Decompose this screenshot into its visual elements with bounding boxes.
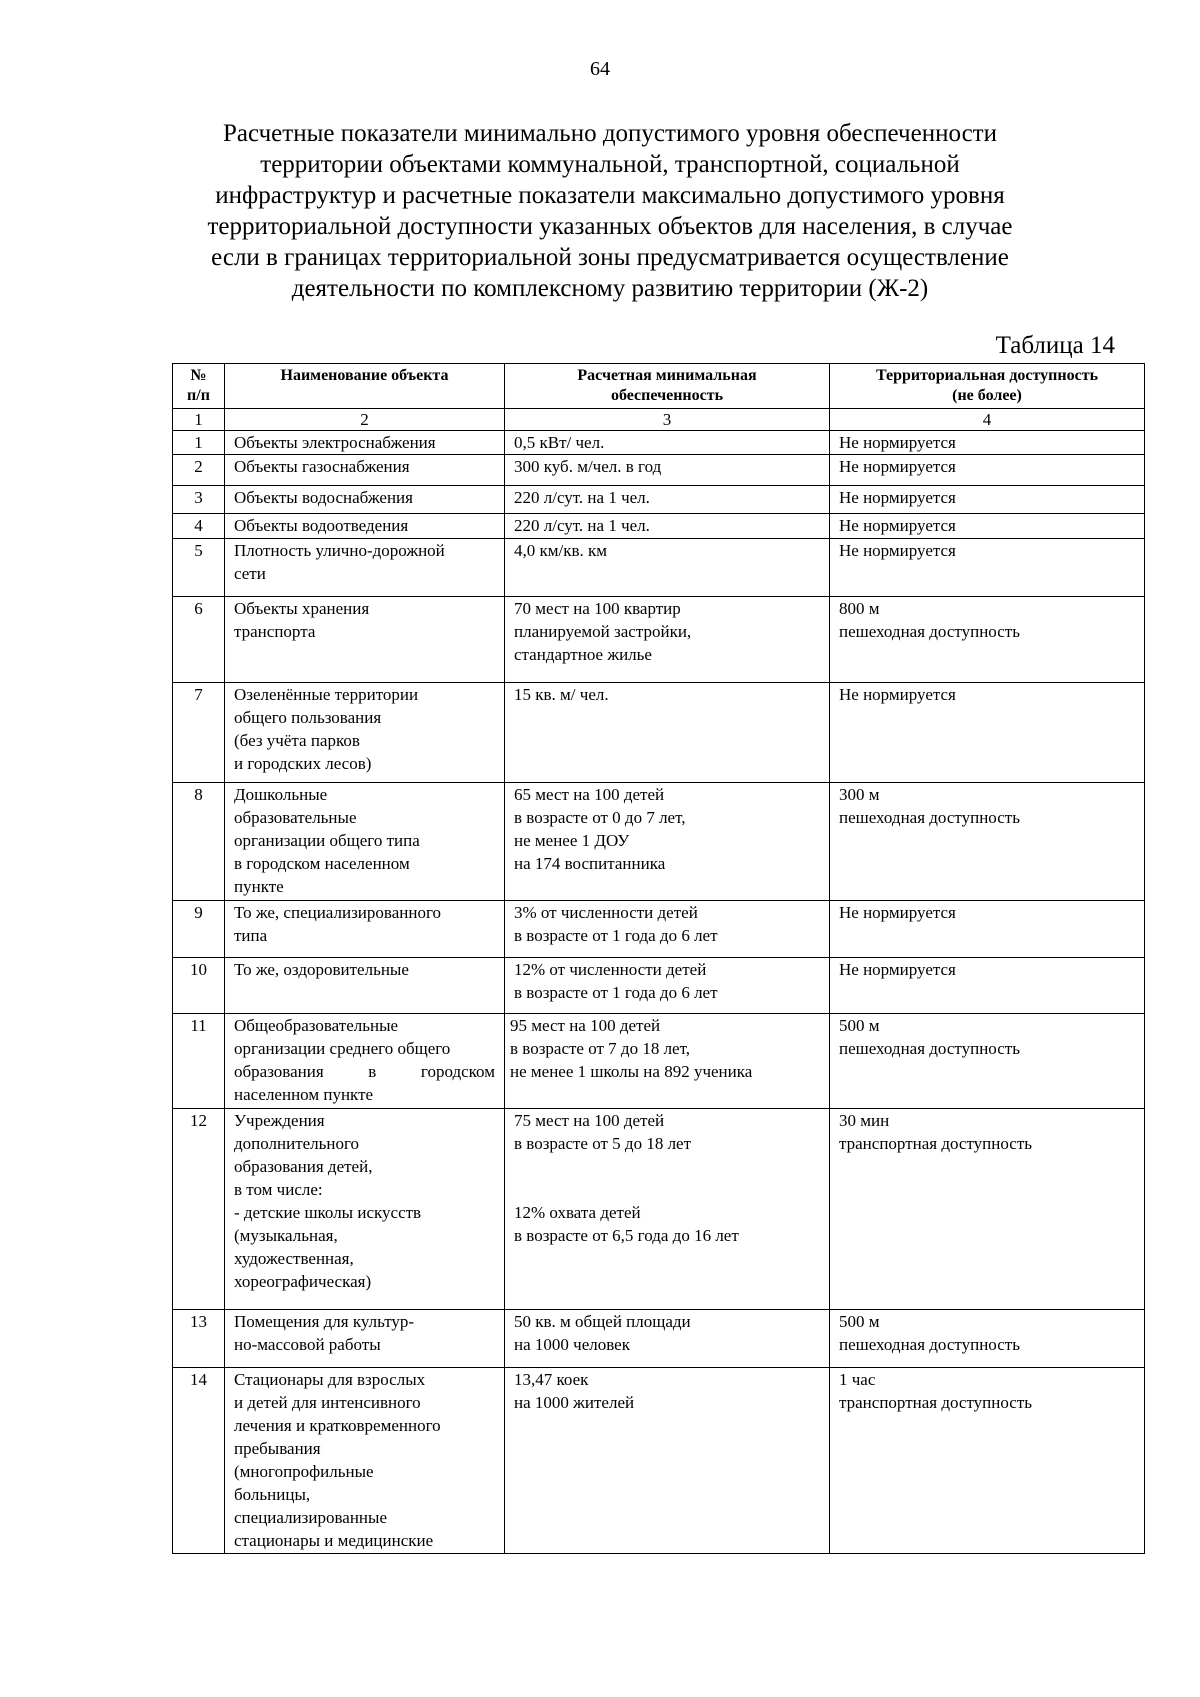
object-name	[225, 539, 505, 597]
access-value	[830, 455, 1145, 486]
name-line: специализированные	[234, 1508, 387, 1527]
title-line: территориальной доступности указанных объектов для населения, в случае	[207, 213, 1013, 240]
name-line: Объекты водоотведения	[234, 516, 409, 535]
name-line: Объекты газоснабжения	[234, 457, 410, 476]
access-line: Не нормируется	[839, 516, 956, 535]
row-number: 6	[173, 597, 225, 683]
name-line: (многопрофильные	[234, 1462, 374, 1481]
provision-line: в возрасте от 0 до 7 лет,	[514, 808, 686, 827]
name-line: стационары и медицинские	[234, 1531, 434, 1550]
title-line: инфраструктур и расчетные показатели максимально допустимого уровня	[215, 182, 1005, 209]
object-name	[225, 486, 505, 514]
access-value	[830, 958, 1145, 1014]
column-number: 1	[173, 409, 225, 431]
access-line: пешеходная доступность	[839, 622, 1020, 641]
access-line: 500 м	[839, 1016, 880, 1035]
row-number: 2	[173, 455, 225, 486]
object-name	[225, 783, 505, 901]
provision-value	[505, 597, 830, 683]
table-row	[173, 486, 1145, 514]
provision-value	[505, 539, 830, 597]
row-number: 11	[173, 1014, 225, 1109]
provision-line: 12% охвата детей	[514, 1203, 641, 1222]
object-name	[225, 514, 505, 539]
object-name	[225, 455, 505, 486]
access-line: 1 час	[839, 1370, 876, 1389]
access-value	[830, 1014, 1145, 1109]
provision-line: 50 кв. м общей площади	[514, 1312, 691, 1331]
provision-line: в возрасте от 6,5 года до 16 лет	[514, 1226, 739, 1245]
provision-value	[505, 683, 830, 783]
table-row	[173, 597, 1145, 683]
access-line: 800 м	[839, 599, 880, 618]
row-number: 7	[173, 683, 225, 783]
access-value	[830, 514, 1145, 539]
provision-value	[505, 514, 830, 539]
table-row	[173, 1014, 1145, 1109]
header-provision	[505, 364, 830, 409]
column-number: 3	[505, 409, 830, 431]
access-line: Не нормируется	[839, 488, 956, 507]
document-title	[170, 118, 1050, 304]
provision-line: 95 мест на 100 детей	[510, 1016, 661, 1035]
object-name	[225, 1310, 505, 1368]
provision-line: 4,0 км/кв. км	[514, 541, 608, 560]
access-value	[830, 901, 1145, 958]
header-name-line: Наименование объекта	[280, 367, 449, 384]
row-number: 4	[173, 514, 225, 539]
access-line: Не нормируется	[839, 457, 956, 476]
table-row	[173, 1368, 1145, 1554]
page-number: 64	[590, 58, 610, 80]
access-value	[830, 597, 1145, 683]
name-line: дополнительного	[234, 1134, 360, 1153]
title-line: Расчетные показатели минимально допустимого уровня обеспеченности	[223, 120, 997, 147]
object-name	[225, 901, 505, 958]
name-line: хореографическая)	[234, 1272, 372, 1291]
name-line: транспорта	[234, 622, 316, 641]
column-number: 4	[830, 409, 1145, 431]
name-line: организации общего типа	[234, 831, 420, 850]
row-number: 8	[173, 783, 225, 901]
provision-line: 15 кв. м/ чел.	[514, 685, 609, 704]
name-line: художественная,	[234, 1249, 354, 1268]
provision-value	[505, 901, 830, 958]
name-line: сети	[234, 564, 266, 583]
access-line: пешеходная доступность	[839, 808, 1020, 827]
object-name	[225, 683, 505, 783]
provision-line: 0,5 кВт/ чел.	[514, 433, 605, 452]
access-line: Не нормируется	[839, 433, 956, 452]
provision-value	[505, 958, 830, 1014]
provision-value	[505, 1109, 830, 1310]
name-line: Дошкольные	[234, 785, 328, 804]
header-provision-line: обеспеченность	[610, 387, 724, 404]
name-line: (музыкальная,	[234, 1226, 338, 1245]
row-number: 9	[173, 901, 225, 958]
row-number: 10	[173, 958, 225, 1014]
provision-line: 3% от численности детей	[514, 903, 698, 922]
access-value	[830, 486, 1145, 514]
provision-value	[505, 455, 830, 486]
name-line: Объекты электроснабжения	[234, 433, 436, 452]
name-word: образования	[234, 1062, 324, 1081]
name-line: Общеобразовательные	[234, 1016, 399, 1035]
provision-line: в возрасте от 1 года до 6 лет	[514, 983, 718, 1002]
provision-value	[505, 486, 830, 514]
provision-line: стандартное жилье	[514, 645, 652, 664]
name-line: в том числе:	[234, 1180, 323, 1199]
provision-line: в возрасте от 1 года до 6 лет	[514, 926, 718, 945]
access-line: транспортная доступность	[839, 1134, 1033, 1153]
provision-line: на 1000 человек	[514, 1335, 630, 1354]
name-line: лечения и кратковременного	[234, 1416, 441, 1435]
row-number: 1	[173, 431, 225, 455]
access-line: 500 м	[839, 1312, 880, 1331]
name-word: в	[368, 1062, 377, 1081]
access-line: Не нормируется	[839, 903, 956, 922]
name-line: организации среднего общего	[234, 1039, 451, 1058]
object-name	[225, 1368, 505, 1554]
access-value	[830, 683, 1145, 783]
object-name	[225, 1109, 505, 1310]
name-line: Стационары для взрослых	[234, 1370, 426, 1389]
access-value	[830, 1109, 1145, 1310]
row-number: 12	[173, 1109, 225, 1310]
title-line: деятельности по комплексному развитию территории (Ж-2)	[291, 275, 929, 302]
access-line: пешеходная доступность	[839, 1335, 1020, 1354]
object-name	[225, 597, 505, 683]
table-caption: Таблица 14	[995, 332, 1115, 359]
table-row	[173, 958, 1145, 1014]
table-header-row	[173, 364, 1145, 409]
object-name	[225, 1014, 505, 1109]
title-line: территории объектами коммунальной, транспортной, социальной	[260, 151, 960, 178]
provision-line: 220 л/сут. на 1 чел.	[514, 488, 650, 507]
provision-line: 12% от численности детей	[514, 960, 707, 979]
name-line: Объекты водоснабжения	[234, 488, 413, 507]
name-line: общего пользования	[234, 708, 382, 727]
provision-line: на 174 воспитанника	[514, 854, 666, 873]
provision-value	[505, 1014, 830, 1109]
table-row	[173, 1310, 1145, 1368]
header-access	[830, 364, 1145, 409]
access-value	[830, 431, 1145, 455]
name-line: Учреждения	[234, 1111, 325, 1130]
name-line: Плотность улично-дорожной	[234, 541, 445, 560]
provision-line: 65 мест на 100 детей	[514, 785, 665, 804]
row-number: 3	[173, 486, 225, 514]
table-row	[173, 431, 1145, 455]
provision-line: 70 мест на 100 квартир	[514, 599, 681, 618]
header-access-line: (не более)	[952, 387, 1022, 404]
name-line: в городском населенном	[234, 854, 410, 873]
object-name	[225, 431, 505, 455]
access-line: пешеходная доступность	[839, 1039, 1020, 1058]
provision-line: не менее 1 ДОУ	[514, 831, 630, 850]
name-line: и детей для интенсивного	[234, 1393, 421, 1412]
name-line: больницы,	[234, 1485, 311, 1504]
access-line: Не нормируется	[839, 541, 956, 560]
provision-line: на 1000 жителей	[514, 1393, 635, 1412]
provision-line: в возрасте от 5 до 18 лет	[514, 1134, 692, 1153]
name-line: То же, специализированного	[234, 903, 441, 922]
header-num-line: №	[190, 367, 207, 384]
name-line: образования детей,	[234, 1157, 373, 1176]
name-line: Объекты хранения	[234, 599, 370, 618]
name-line: (без учёта парков	[234, 731, 360, 750]
access-value	[830, 539, 1145, 597]
name-line: образовательные	[234, 808, 357, 827]
access-line: 30 мин	[839, 1111, 890, 1130]
provision-line: не менее 1 школы на 892 ученика	[510, 1062, 753, 1081]
object-name	[225, 958, 505, 1014]
column-number: 2	[225, 409, 505, 431]
access-line: транспортная доступность	[839, 1393, 1033, 1412]
provision-value	[505, 1368, 830, 1554]
access-value	[830, 783, 1145, 901]
table-row	[173, 514, 1145, 539]
column-number-row	[173, 409, 1145, 431]
row-number: 13	[173, 1310, 225, 1368]
provision-value	[505, 1310, 830, 1368]
access-value	[830, 1310, 1145, 1368]
provision-line: 75 мест на 100 детей	[514, 1111, 665, 1130]
header-num-line: п/п	[187, 387, 210, 404]
name-line: пункте	[234, 877, 284, 896]
provision-value	[505, 431, 830, 455]
spacer	[514, 1155, 820, 1201]
table-row	[173, 783, 1145, 901]
row-number: 14	[173, 1368, 225, 1554]
name-line: - детские школы искусств	[234, 1203, 422, 1222]
provision-line: в возрасте от 7 до 18 лет,	[510, 1039, 691, 1058]
name-line-justified	[234, 1060, 495, 1083]
header-num	[173, 364, 225, 409]
provision-value	[505, 783, 830, 901]
provision-line: 300 куб. м/чел. в год	[514, 457, 662, 476]
access-line: Не нормируется	[839, 960, 956, 979]
access-line: Не нормируется	[839, 685, 956, 704]
header-name	[225, 364, 505, 409]
header-access-line: Территориальная доступность	[875, 367, 1099, 384]
name-line: Помещения для культур-	[234, 1312, 415, 1331]
table-row	[173, 901, 1145, 958]
indicators-table	[172, 363, 1145, 1554]
name-line: и городских лесов)	[234, 754, 372, 773]
name-word: городском	[420, 1062, 495, 1081]
provision-line: 13,47 коек	[514, 1370, 589, 1389]
name-line: То же, оздоровительные	[234, 960, 409, 979]
access-value	[830, 1368, 1145, 1554]
name-line: но-массовой работы	[234, 1335, 381, 1354]
table-row	[173, 539, 1145, 597]
provision-line: 220 л/сут. на 1 чел.	[514, 516, 650, 535]
name-line: Озеленённые территории	[234, 685, 419, 704]
name-line: пребывания	[234, 1439, 321, 1458]
name-line: типа	[234, 926, 268, 945]
row-number: 5	[173, 539, 225, 597]
name-line: населенном пункте	[234, 1085, 374, 1104]
table-row	[173, 455, 1145, 486]
provision-line: планируемой застройки,	[514, 622, 692, 641]
header-provision-line: Расчетная минимальная	[577, 367, 757, 384]
table-row	[173, 683, 1145, 783]
access-line: 300 м	[839, 785, 880, 804]
table-row	[173, 1109, 1145, 1310]
title-line: если в границах территориальной зоны предусматривается осуществление	[211, 244, 1009, 271]
